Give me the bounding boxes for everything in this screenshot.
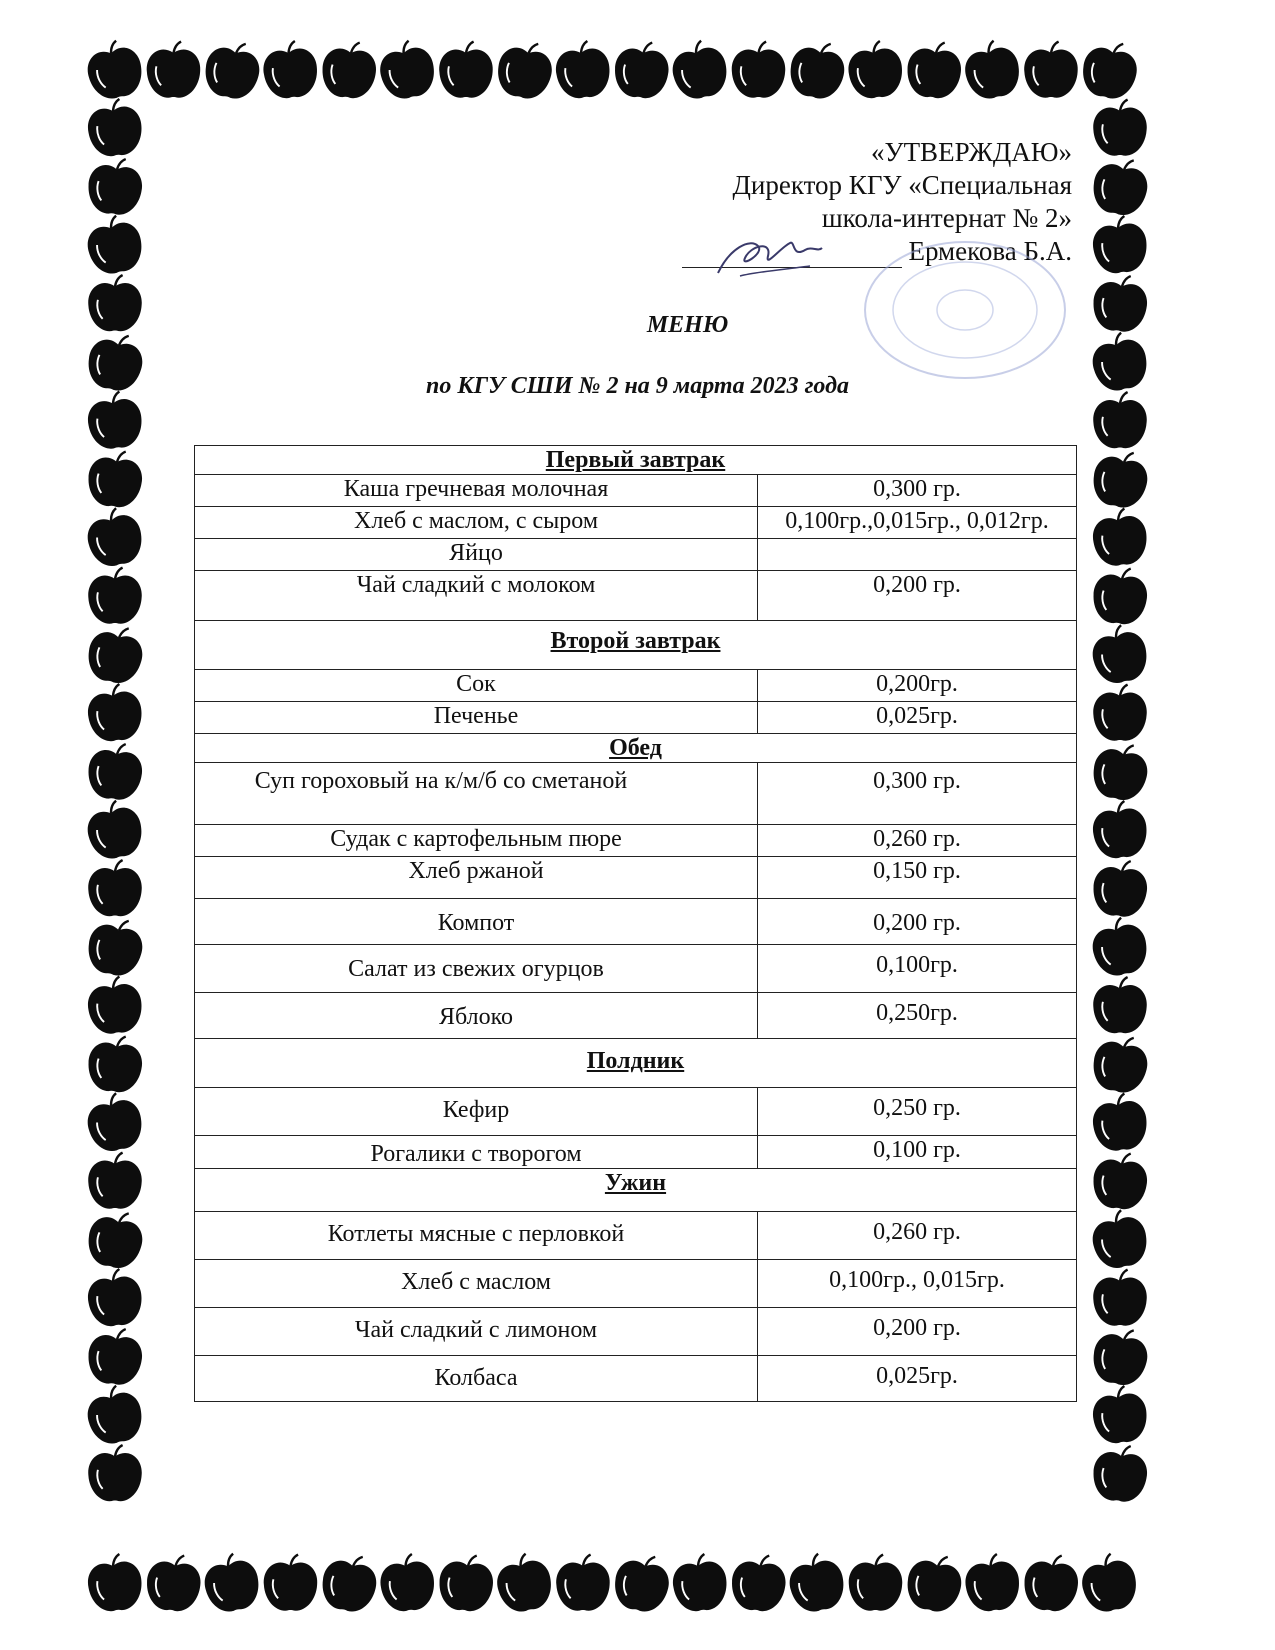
dish-quantity: 0,250 гр.	[758, 1088, 1077, 1136]
apple-border-icon	[1091, 857, 1150, 918]
menu-title: МЕНЮ	[646, 312, 729, 338]
section-heading: Первый завтрак	[195, 446, 1077, 475]
section-heading: Ужин	[195, 1169, 1077, 1212]
dish-name: Яйцо	[195, 539, 758, 571]
apple-border-icon	[83, 1206, 147, 1272]
dish-quantity: 0,025гр.	[758, 702, 1077, 734]
dish-quantity: 0,300 гр.	[758, 475, 1077, 507]
section-heading: Полдник	[195, 1039, 1077, 1088]
section-row	[195, 621, 1077, 670]
apple-border-icon	[1088, 914, 1152, 980]
dish-quantity: 0,025гр.	[758, 1356, 1077, 1402]
apple-border-icon	[1091, 565, 1150, 626]
dish-quantity: 0,100гр., 0,015гр.	[758, 1260, 1077, 1308]
apple-border-icon	[439, 42, 493, 98]
dish-name: Сок	[195, 670, 758, 702]
apple-border-icon	[200, 1550, 264, 1616]
apple-border-icon	[88, 568, 142, 624]
apple-border-icon	[668, 37, 732, 103]
apple-border-icon	[492, 1550, 556, 1616]
table-row	[195, 1260, 1077, 1308]
apple-border-icon	[317, 1550, 381, 1616]
section-heading: Второй завтрак	[195, 621, 1077, 670]
apple-border-icon	[1093, 685, 1147, 741]
apple-border-icon	[1088, 621, 1152, 687]
apple-border-icon	[144, 1552, 203, 1613]
dish-name: Котлеты мясные с перловкой	[195, 1212, 758, 1260]
menu-table	[194, 445, 1077, 1402]
dish-name: Суп гороховый на к/м/б со сметаной	[195, 763, 758, 825]
apple-border-icon	[1022, 1552, 1081, 1613]
dish-name: Хлеб с маслом, с сыром	[195, 507, 758, 539]
dish-name: Компот	[195, 899, 758, 945]
apple-border-icon	[86, 1325, 145, 1386]
dish-quantity: 0,260 гр.	[758, 825, 1077, 857]
table-row	[195, 899, 1077, 945]
apple-border-icon	[85, 1267, 144, 1328]
apple-border-icon	[86, 448, 145, 509]
apple-border-icon	[963, 1552, 1022, 1613]
section-heading: Обед	[195, 734, 1077, 763]
handwritten-signature	[710, 228, 830, 283]
apple-border-icon	[88, 1445, 142, 1501]
table-row	[195, 670, 1077, 702]
table-row	[195, 1136, 1077, 1169]
table-row	[195, 507, 1077, 539]
apple-border-icon	[556, 1555, 610, 1611]
table-row	[195, 1088, 1077, 1136]
section-row	[195, 1169, 1077, 1212]
apple-border-icon	[729, 1552, 788, 1613]
section-row	[195, 446, 1077, 475]
apple-border-icon	[83, 504, 147, 570]
apple-border-icon	[1093, 392, 1147, 448]
apple-border-icon	[1090, 799, 1149, 860]
apple-border-icon	[83, 1382, 147, 1448]
apple-border-icon	[553, 39, 612, 100]
approval-director-name: Ермекова Б.А.	[908, 236, 1072, 266]
dish-quantity: 0,100гр.	[758, 945, 1077, 993]
apple-border-icon	[732, 42, 786, 98]
section-row	[195, 734, 1077, 763]
apple-border-icon	[83, 797, 147, 863]
apple-border-icon	[88, 860, 142, 916]
table-row	[195, 825, 1077, 857]
apple-border-icon	[902, 1550, 966, 1616]
dish-name: Хлеб с маслом	[195, 1260, 758, 1308]
apple-border-icon	[83, 37, 147, 103]
apple-border-icon	[1077, 1550, 1141, 1616]
dish-quantity: 0,150 гр.	[758, 857, 1077, 899]
approval-title: «УТВЕРЖДАЮ»	[870, 137, 1072, 167]
apple-border-icon	[1090, 1384, 1149, 1445]
table-row	[195, 1212, 1077, 1260]
dish-name: Чай сладкий с лимоном	[195, 1308, 758, 1356]
apple-border-icon	[85, 682, 144, 743]
table-row	[195, 993, 1077, 1039]
apple-border-icon	[610, 1550, 674, 1616]
apple-border-icon	[86, 1033, 145, 1094]
table-row	[195, 539, 1077, 571]
section-row	[195, 1039, 1077, 1088]
apple-border-icon	[785, 1550, 849, 1616]
table-row	[195, 571, 1077, 621]
dish-quantity: 0,250гр.	[758, 993, 1077, 1039]
apple-border-icon	[670, 1552, 729, 1613]
dish-name: Каша гречневая молочная	[195, 475, 758, 507]
apple-border-icon	[849, 1555, 903, 1611]
table-row	[195, 475, 1077, 507]
apple-border-icon	[378, 1552, 437, 1613]
apple-border-icon	[612, 39, 671, 100]
dish-name: Хлеб ржаной	[195, 857, 758, 899]
apple-border-icon	[1093, 977, 1147, 1033]
apple-border-icon	[1093, 1270, 1147, 1326]
apple-border-icon	[85, 97, 144, 158]
apple-border-icon	[437, 1552, 496, 1613]
dish-quantity: 0,200 гр.	[758, 1308, 1077, 1356]
apple-border-icon	[1093, 100, 1147, 156]
apple-border-icon	[147, 42, 201, 98]
apple-border-icon	[86, 740, 145, 801]
dish-name: Судак с картофельным пюре	[195, 825, 758, 857]
apple-border-icon	[1091, 1150, 1150, 1211]
approval-position: Директор КГУ «Специальная	[732, 170, 1072, 200]
apple-border-icon	[83, 1089, 147, 1155]
dish-name: Печенье	[195, 702, 758, 734]
dish-quantity: 0,100гр.,0,015гр., 0,012гр.	[758, 507, 1077, 539]
official-stamp	[855, 235, 1075, 385]
apple-border-icon	[200, 37, 264, 103]
dish-quantity: 0,100 гр.	[758, 1136, 1077, 1169]
apple-border-icon	[960, 37, 1024, 103]
dish-quantity: 0,300 гр.	[758, 763, 1077, 825]
dish-name: Чай сладкий с молоком	[195, 571, 758, 621]
dish-name: Рогалики с творогом	[195, 1136, 758, 1169]
approval-organization: школа-интернат № 2»	[821, 203, 1072, 233]
apple-border-icon	[1088, 153, 1152, 219]
table-row	[195, 945, 1077, 993]
apple-border-icon	[83, 621, 147, 687]
apple-border-icon	[86, 155, 145, 216]
dish-name: Яблоко	[195, 993, 758, 1039]
apple-border-icon	[846, 39, 905, 100]
dish-name: Кефир	[195, 1088, 758, 1136]
apple-border-icon	[83, 914, 147, 980]
apple-border-icon	[1090, 1091, 1149, 1152]
dish-quantity: 0,200 гр.	[758, 899, 1077, 945]
table-row	[195, 702, 1077, 734]
dish-quantity: 0,200гр.	[758, 670, 1077, 702]
dish-name: Салат из свежих огурцов	[195, 945, 758, 993]
apple-border-icon	[85, 974, 144, 1035]
apple-border-icon	[1088, 1206, 1152, 1272]
apple-border-icon	[264, 1555, 318, 1611]
apple-border-icon	[375, 37, 439, 103]
dish-quantity: 0,260 гр.	[758, 1212, 1077, 1260]
apple-border-icon	[1078, 37, 1142, 103]
dish-quantity: 0,200 гр.	[758, 571, 1077, 621]
apple-border-icon	[1088, 1031, 1152, 1097]
apple-border-icon	[905, 39, 964, 100]
apple-border-icon	[1088, 446, 1152, 512]
table-row	[195, 763, 1077, 825]
apple-border-icon	[88, 1153, 142, 1209]
apple-border-icon	[1088, 1323, 1152, 1389]
apple-border-icon	[83, 212, 147, 278]
apple-border-icon	[261, 39, 320, 100]
apple-border-icon	[1024, 42, 1078, 98]
apple-border-icon	[85, 1552, 144, 1613]
apple-border-icon	[1091, 1442, 1150, 1503]
dish-quantity	[758, 539, 1077, 571]
apple-border-icon	[1088, 738, 1152, 804]
apple-border-icon	[493, 37, 557, 103]
dish-name: Колбаса	[195, 1356, 758, 1402]
apple-border-icon	[320, 39, 379, 100]
table-row	[195, 857, 1077, 899]
table-row	[195, 1356, 1077, 1402]
apple-border-icon	[1090, 506, 1149, 567]
menu-subtitle: по КГУ СШИ № 2 на 9 марта 2023 года	[425, 373, 850, 399]
apple-border-icon	[785, 37, 849, 103]
apple-border-icon	[1090, 214, 1149, 275]
table-row	[195, 1308, 1077, 1356]
